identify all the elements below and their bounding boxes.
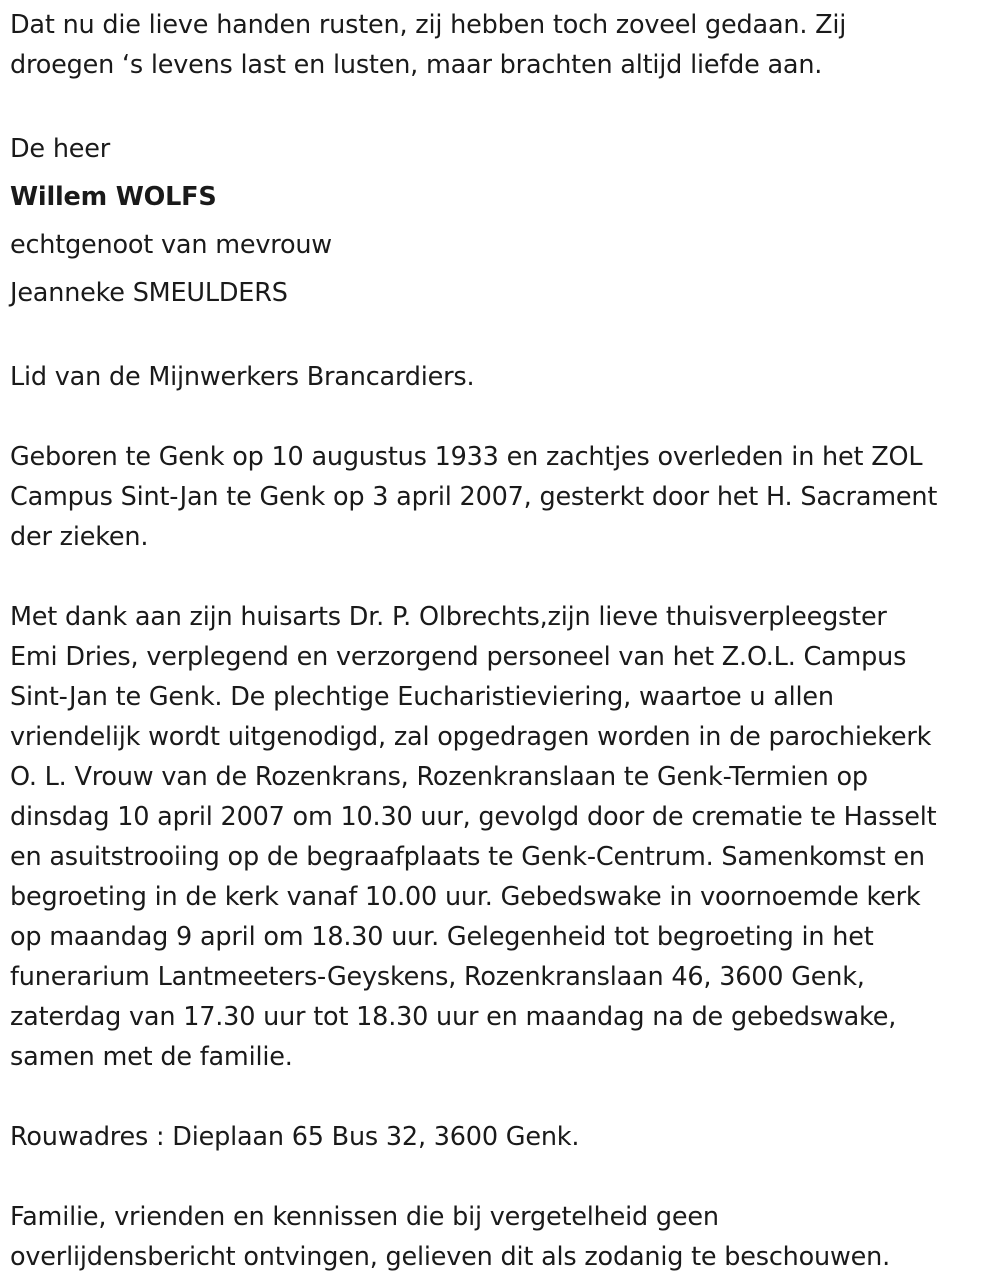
birth-death-text: Geboren te Genk op 10 augustus 1933 en zachtjes overleden in het ZOL Campus Sint-Jan te Genk op 3 april 2007, gesterkt door het H. Sacrament der zieken.	[10, 442, 938, 552]
salutation: De heer	[10, 134, 111, 164]
spouse-relation: echtgenoot van mevrouw	[10, 230, 332, 260]
spacer	[10, 317, 990, 357]
membership-text: Lid van de Mijnwerkers Brancardiers.	[10, 362, 475, 392]
closing-note: Familie, vrienden en kennissen die bij vergetelheid geen overlijdensbericht ontvingen, gelieven dit als zodanig te beschouwen.	[10, 1202, 891, 1272]
spouse-name: Jeanneke SMEULDERS	[10, 278, 288, 308]
spacer	[10, 557, 990, 597]
spacer	[10, 1077, 990, 1117]
deceased-block	[10, 125, 990, 317]
thanks-and-service-text: Met dank aan zijn huisarts Dr. P. Olbrechts,zijn lieve thuisverpleegster Emi Dries, verplegend en verzorgend personeel van het Z.O.L. Campus Sint-Jan te Genk. De plechtige Eucharistieviering, waartoe u allen vriendelijk wordt uitgenodigd, zal opgedragen worden in de parochiekerk O. L. Vrouw van de Rozenkrans, Rozenkranslaan te Genk-Termien op dinsdag 10 april 2007 om 10.30 uur, gevolgd door de crematie te Hasselt en asuitstrooiing op de begraafplaats te Genk-Centrum. Samenkomst en begroeting in de kerk vanaf 10.00 uur. Gebedswake in voornoemde kerk op maandag 9 april om 18.30 uur. Gelegenheid tot begroeting in het funerarium Lantmeeters-Geyskens, Rozenkranslaan 46, 3600 Genk, zaterdag van 17.30 uur tot 18.30 uur en maandag na de gebedswake, samen met de familie.	[10, 602, 937, 1072]
mourning-address: Rouwadres : Dieplaan 65 Bus 32, 3600 Genk.	[10, 1122, 580, 1152]
spacer	[10, 85, 990, 125]
spacer	[10, 1157, 990, 1197]
memorial-verse: Dat nu die lieve handen rusten, zij hebben toch zoveel gedaan. Zij droegen ‘s levens last en lusten, maar brachten altijd liefde aan.	[10, 10, 847, 80]
spacer	[10, 397, 990, 437]
deceased-name: Willem WOLFS	[10, 182, 217, 212]
